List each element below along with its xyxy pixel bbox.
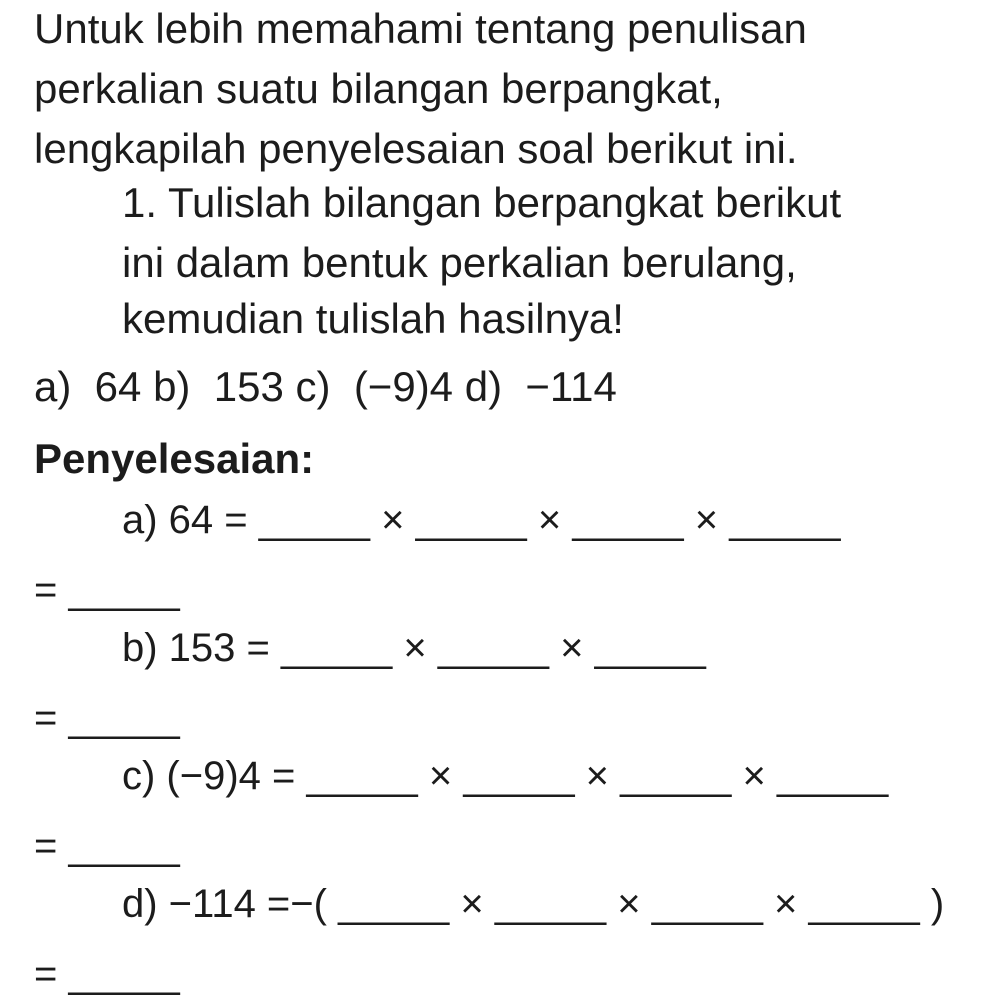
intro-line-1: Untuk lebih memahami tentang penulisan [34,5,807,52]
solution-b-result: = _____ [34,696,180,740]
question-line-2: ini dalam bentuk perkalian berulang, [122,239,797,286]
solution-d-line: d) −114 =−( _____ × _____ × _____ × _____ ) [122,882,945,926]
exercise-options: a) 64 b) 153 c) (−9)4 d) −114 [34,363,617,410]
solution-d-result: = _____ [34,952,180,996]
question-line-1: 1. Tulislah bilangan berpangkat berikut [122,179,842,226]
intro-line-2: perkalian suatu bilangan berpangkat, [34,65,723,112]
solution-a-result: = _____ [34,568,180,612]
solution-c-result: = _____ [34,824,180,868]
intro-line-3: lengkapilah penyelesaian soal berikut ini. [34,125,798,172]
question-line-3: kemudian tulislah hasilnya! [122,295,624,342]
solution-heading: Penyelesaian: [34,435,315,482]
solution-c-line: c) (−9)4 = _____ × _____ × _____ × _____ [122,754,889,798]
solution-b-line: b) 153 = _____ × _____ × _____ [122,626,706,670]
solution-a-line: a) 64 = _____ × _____ × _____ × _____ [122,498,841,542]
